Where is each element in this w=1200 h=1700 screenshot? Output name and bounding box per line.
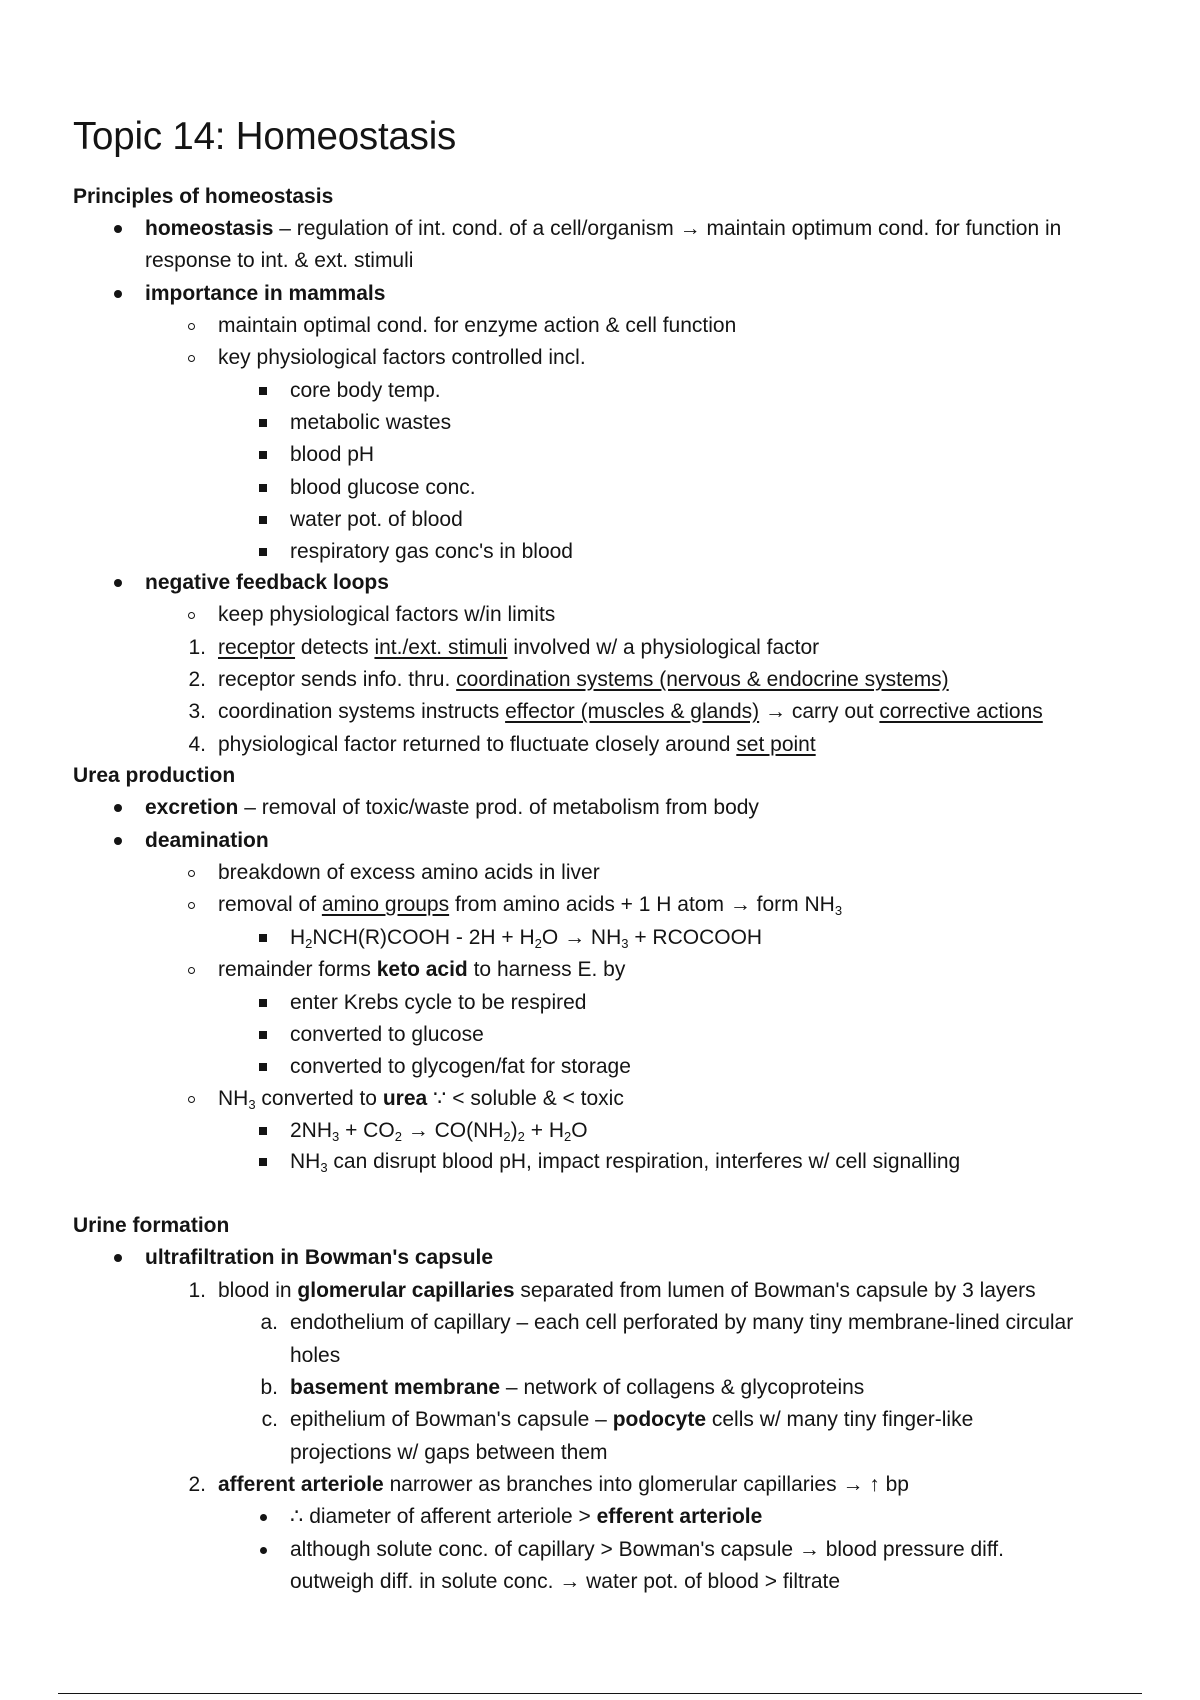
square-bullet-icon — [243, 1146, 283, 1178]
keto-item: converted to glycogen/fat for storage — [290, 1051, 631, 1083]
effect-item: $NH_3$ can disrupt blood pH, impact respiration, interferes w/ cell signalling — [290, 1146, 960, 1178]
sub-item: maintain optimal cond. for enzyme action & cell function — [218, 310, 736, 342]
numbered-step: 4. physiological factor returned to fluctuate closely around set point — [188, 733, 816, 756]
bullet-icon — [98, 213, 138, 245]
square-bullet-icon — [243, 536, 283, 568]
lettered-item: a. endothelium of capillary – each cell perforated by many tiny membrane-lined circular — [260, 1311, 1074, 1334]
numbered-step: 1. blood in glomerular capillaries separated from lumen of Bowman's capsule by 3 layers — [188, 1279, 1036, 1302]
sub-bullet-cont: outweigh diff. in solute conc. → water pot. of blood > filtrate — [290, 1570, 841, 1593]
page-divider — [58, 1693, 1142, 1694]
hollow-bullet-icon — [171, 599, 211, 631]
lettered-item-cont: projections w/ gaps between them — [290, 1441, 608, 1464]
numbered-step: 3. coordination systems instructs effector (muscles & glands) → carry out corrective actions — [188, 700, 1043, 723]
list-item-homeostasis-cont: response to int. & ext. stimuli — [145, 249, 414, 272]
bullet-icon — [98, 825, 138, 857]
lettered-item: b. basement membrane – network of collagens & glycoproteins — [260, 1376, 865, 1399]
section-heading-urea: Urea production — [73, 764, 236, 787]
lettered-item: c. epithelium of Bowman's capsule – podocyte cells w/ many tiny finger-like — [261, 1408, 974, 1431]
list-item-excretion: excretion – removal of toxic/waste prod. of metabolism from body — [145, 792, 759, 824]
numbered-step: 1. receptor detects int./ext. stimuli involved w/ a physiological factor — [188, 636, 820, 659]
lettered-item-cont: holes — [290, 1344, 341, 1367]
square-bullet-icon — [243, 1019, 283, 1051]
sub-item: key physiological factors controlled incl. — [218, 342, 586, 374]
square-bullet-icon — [243, 407, 283, 439]
equation-item: $2NH_3 + CO_2 \to CO(NH_2)_2 + H_2O$ — [290, 1115, 588, 1147]
square-bullet-icon — [243, 472, 283, 504]
sub-item: breakdown of excess amino acids in liver — [218, 857, 600, 889]
sub-item: $NH_3$ converted to urea ∵ < soluble & < toxic — [218, 1083, 624, 1115]
hollow-bullet-icon — [171, 857, 211, 889]
list-item-ultrafiltration: ultrafiltration in Bowman's capsule — [145, 1242, 493, 1274]
square-bullet-icon — [243, 922, 283, 954]
bullet-icon — [98, 792, 138, 824]
factor-item: core body temp. — [290, 375, 441, 407]
sub-item: removal of amino groups from amino acids + 1 H atom → form $NH_3$ — [218, 889, 842, 921]
bullet-icon — [98, 567, 138, 599]
list-item-nfl: negative feedback loops — [145, 567, 389, 599]
square-bullet-icon — [243, 504, 283, 536]
hollow-bullet-icon — [171, 889, 211, 921]
factor-item: blood glucose conc. — [290, 472, 476, 504]
bullet-icon — [98, 1242, 138, 1274]
hollow-bullet-icon — [171, 1083, 211, 1115]
bullet-icon — [243, 1501, 283, 1533]
equation-item: $H_2NCH(R)COOH - 2H + H_2O \to NH_3$ + RCOCOOH — [290, 922, 762, 954]
square-bullet-icon — [243, 1115, 283, 1147]
sub-bullet: ∴ diameter of afferent arteriole > efferent arteriole — [290, 1501, 762, 1533]
section-heading-principles: Principles of homeostasis — [73, 185, 334, 208]
square-bullet-icon — [243, 987, 283, 1019]
square-bullet-icon — [243, 1051, 283, 1083]
list-item-importance: importance in mammals — [145, 278, 385, 310]
factor-item: metabolic wastes — [290, 407, 451, 439]
factor-item: respiratory gas conc's in blood — [290, 536, 573, 568]
keto-item: enter Krebs cycle to be respired — [290, 987, 586, 1019]
sub-item: keep physiological factors w/in limits — [218, 599, 555, 631]
square-bullet-icon — [243, 439, 283, 471]
list-item-deamination: deamination — [145, 825, 269, 857]
bullet-icon — [98, 278, 138, 310]
hollow-bullet-icon — [171, 954, 211, 986]
sub-bullet: although solute conc. of capillary > Bowman's capsule → blood pressure diff. — [290, 1534, 1004, 1566]
hollow-bullet-icon — [171, 310, 211, 342]
keto-item: converted to glucose — [290, 1019, 484, 1051]
factor-item: blood pH — [290, 439, 374, 471]
hollow-bullet-icon — [171, 342, 211, 374]
section-heading-urine: Urine formation — [73, 1214, 230, 1237]
list-item-homeostasis: homeostasis – regulation of int. cond. of a cell/organism → maintain optimum cond. for function in — [145, 213, 1061, 245]
page-title: Topic 14: Homeostasis — [73, 115, 457, 158]
square-bullet-icon — [243, 375, 283, 407]
factor-item: water pot. of blood — [290, 504, 463, 536]
numbered-step: 2. afferent arteriole narrower as branches into glomerular capillaries → ↑ bp — [188, 1473, 909, 1496]
sub-item: remainder forms keto acid to harness E. by — [218, 954, 625, 986]
numbered-step: 2. receptor sends info. thru. coordination systems (nervous & endocrine systems) — [188, 668, 949, 691]
bullet-icon — [243, 1534, 283, 1566]
